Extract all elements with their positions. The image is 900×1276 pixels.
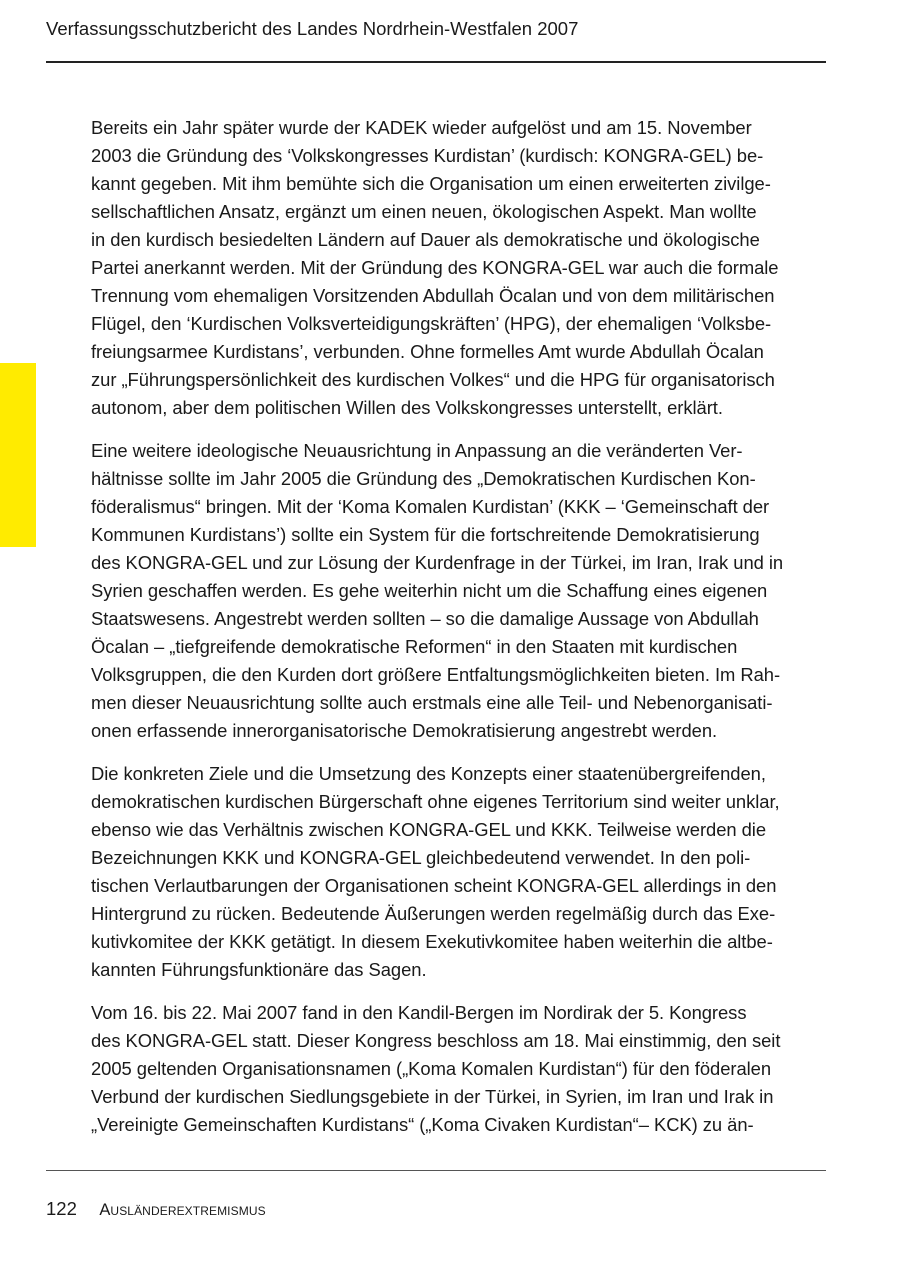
- paragraph: [91, 114, 821, 422]
- text-line: Eine weitere ideologische Neuausrichtung in Anpassung an die veränderten Ver-: [91, 440, 743, 461]
- body-text: [91, 114, 821, 1154]
- text-line: Öcalan – „tiefgreifende demokratische Reformen“ in den Staaten mit kurdischen: [91, 636, 738, 657]
- text-line: hältnisse sollte im Jahr 2005 die Gründung des „Demokratischen Kurdischen Kon-: [91, 468, 756, 489]
- text-line: sellschaftlichen Ansatz, ergänzt um einen neuen, ökologischen Aspekt. Man wollte: [91, 201, 757, 222]
- text-line: des KONGRA-GEL und zur Lösung der Kurdenfrage in der Türkei, im Iran, Irak und in: [91, 552, 784, 573]
- page-number: 122: [46, 1198, 77, 1219]
- text-line: „Vereinigte Gemeinschaften Kurdistans“ („Koma Civaken Kurdistan“– KCK) zu än-: [91, 1114, 754, 1135]
- text-line: 2005 geltenden Organisationsnamen („Koma Komalen Kurdistan“) für den föderalen: [91, 1058, 772, 1079]
- text-line: zur „Führungspersönlichkeit des kurdischen Volkes“ und die HPG für organisatorisch: [91, 369, 775, 390]
- text-line: Bereits ein Jahr später wurde der KADEK wieder aufgelöst und am 15. November: [91, 117, 752, 138]
- text-line: 2003 die Gründung des ‘Volkskongresses Kurdistan’ (kurdisch: KONGRA-GEL) be-: [91, 145, 764, 166]
- text-line: Partei anerkannt werden. Mit der Gründung des KONGRA-GEL war auch die formale: [91, 257, 779, 278]
- text-line: kannten Führungsfunktionäre das Sagen.: [91, 959, 427, 980]
- page-footer: [46, 1196, 266, 1222]
- text-line: onen erfassende innerorganisatorische Demokratisierung angestrebt werden.: [91, 720, 718, 741]
- text-line: demokratischen kurdischen Bürgerschaft ohne eigenes Territorium sind weiter unklar,: [91, 791, 780, 812]
- text-line: Kommunen Kurdistans’) sollte ein System für die fortschreitende Demokratisierung: [91, 524, 760, 545]
- paragraph: [91, 760, 821, 984]
- text-line: kutivkomitee der KKK getätigt. In diesem Exekutivkomitee haben weiterhin die altbe-: [91, 931, 773, 952]
- text-line: Hintergrund zu rücken. Bedeutende Äußerungen werden regelmäßig durch das Exe-: [91, 903, 776, 924]
- text-line: Syrien geschaffen werden. Es gehe weiterhin nicht um die Schaffung eines eigenen: [91, 580, 768, 601]
- text-line: Trennung vom ehemaligen Vorsitzenden Abdullah Öcalan und von dem militärischen: [91, 285, 775, 306]
- text-line: Vom 16. bis 22. Mai 2007 fand in den Kandil-Bergen im Nordirak der 5. Kongress: [91, 1002, 747, 1023]
- paragraph: [91, 999, 821, 1139]
- text-line: tischen Verlautbarungen der Organisationen scheint KONGRA-GEL allerdings in den: [91, 875, 777, 896]
- text-line: Volksgruppen, die den Kurden dort größere Entfaltungsmöglichkeiten bieten. Im Rah-: [91, 664, 781, 685]
- text-line: autonom, aber dem politischen Willen des Volkskongresses unterstellt, erklärt.: [91, 397, 723, 418]
- text-line: Staatswesens. Angestrebt werden sollten – so die damalige Aussage von Abdullah: [91, 608, 759, 629]
- text-line: föderalismus“ bringen. Mit der ‘Koma Komalen Kurdistan’ (KKK – ‘Gemeinschaft der: [91, 496, 770, 517]
- text-line: freiungsarmee Kurdistans’, verbunden. Ohne formelles Amt wurde Abdullah Öcalan: [91, 341, 764, 362]
- header-rule: [46, 61, 826, 63]
- text-line: in den kurdisch besiedelten Ländern auf Dauer als demokratische und ökologische: [91, 229, 760, 250]
- text-line: Flügel, den ‘Kurdischen Volksverteidigungskräften’ (HPG), der ehemaligen ‘Volksbe-: [91, 313, 772, 334]
- text-line: kannt gegeben. Mit ihm bemühte sich die Organisation um einen erweiterten zivilge-: [91, 173, 771, 194]
- text-line: des KONGRA-GEL statt. Dieser Kongress beschloss am 18. Mai einstimmig, den seit: [91, 1030, 781, 1051]
- running-header-title: Verfassungsschutzbericht des Landes Nordrhein-Westfalen 2007: [46, 18, 579, 39]
- text-line: Verbund der kurdischen Siedlungsgebiete in der Türkei, in Syrien, im Iran und Irak in: [91, 1086, 774, 1107]
- text-line: men dieser Neuausrichtung sollte auch erstmals eine alle Teil- und Nebenorganisati-: [91, 692, 773, 713]
- text-line: Bezeichnungen KKK und KONGRA-GEL gleichbedeutend verwendet. In den poli-: [91, 847, 751, 868]
- section-name: Ausländerextremismus: [99, 1201, 266, 1219]
- footer-rule: [46, 1170, 826, 1171]
- text-line: Die konkreten Ziele und die Umsetzung des Konzepts einer staatenübergreifenden,: [91, 763, 766, 784]
- text-line: ebenso wie das Verhältnis zwischen KONGRA-GEL und KKK. Teilweise werden die: [91, 819, 767, 840]
- paragraph: [91, 437, 821, 745]
- section-color-marker: [0, 363, 36, 547]
